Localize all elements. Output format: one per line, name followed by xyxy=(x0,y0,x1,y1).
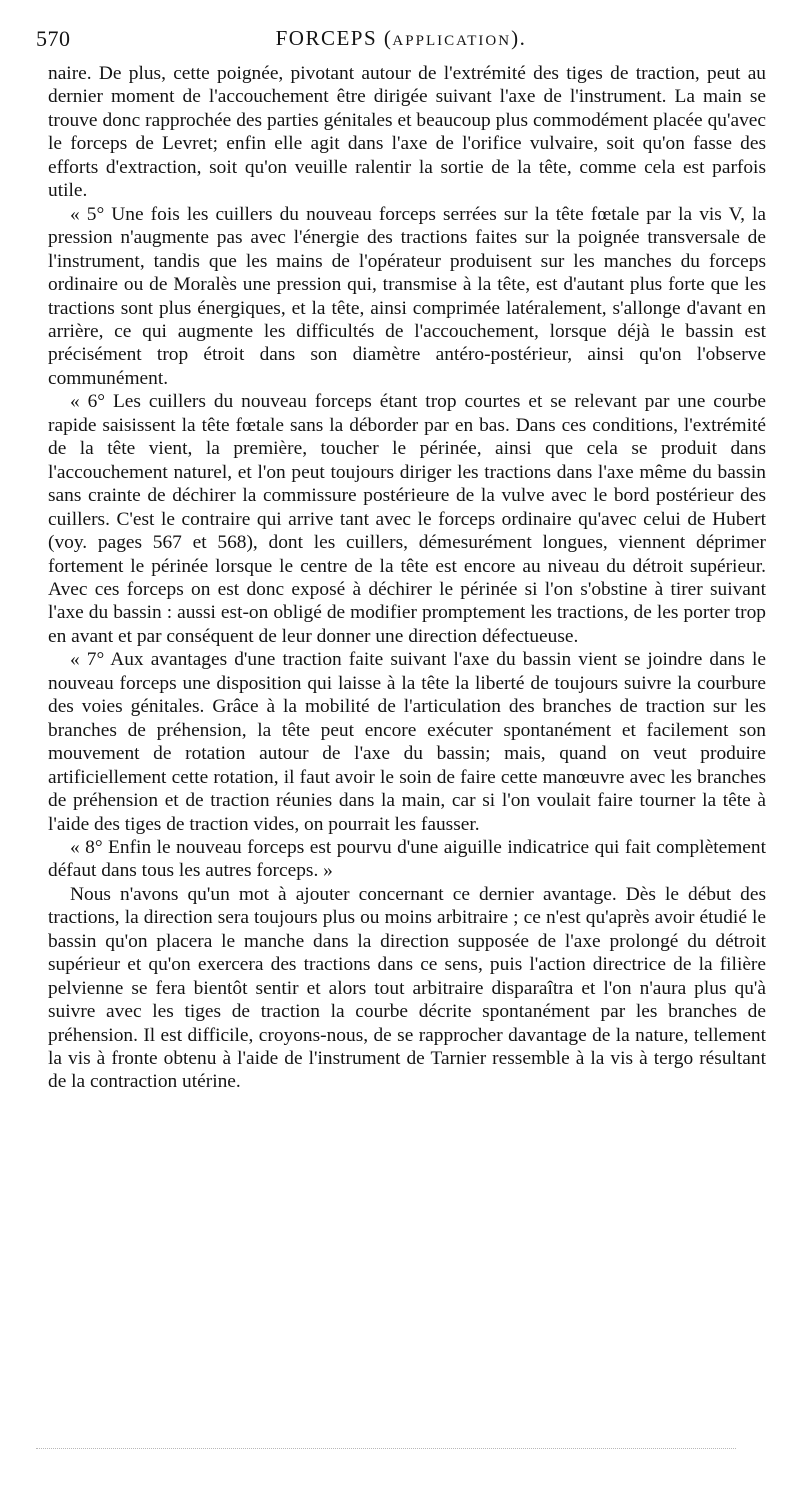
running-title-subtitle: APPLICATION xyxy=(392,33,512,49)
paragraph-commentary: Nous n'avons qu'un mot à ajouter concernant ce dernier avantage. Dès le début des tractions, la direction sera toujours plus ou moins arbitraire ; ce n'est qu'après avoir étudié le bassin qu'on placera le manche dans la direction supposée de l'axe prolongé du détroit supérieur et qu'on exercera des tractions dans ce sens, puis l'action directrice de la filière pelvienne se fera bientôt sentir et alors tout arbitraire disparaîtra et l'on n'aura plus qu'à suivre avec les tiges de traction la courbe décrite spontanément par les branches de préhension. Il est difficile, croyons-nous, de se rapprocher davantage de la nature, tellement la vis à fronte obtenu à l'aide de l'instrument de Tarnier ressemble à la vis à tergo résultant de la contraction utérine. xyxy=(48,883,766,1093)
running-title-close: ). xyxy=(511,26,527,50)
footer-bleedthrough-line xyxy=(36,1448,736,1449)
paragraph-point-7: « 7° Aux avantages d'une traction faite suivant l'axe du bassin vient se joindre dans le nouveau forceps une disposition qui laisse à la tête la liberté de toujours suivre la courbure des voies génitales. Grâce à la mobilité de l'articulation des branches de traction sur les branches de préhension, la tête peut encore exécuter spontanément et facilement son mouvement de rotation autour de l'axe du bassin; mais, quand on veut produire artificiellement cette rotation, il faut avoir le soin de faire cette manœuvre avec les branches de préhension et de traction réunies dans la main, car si l'on voulait faire tourner la tête à l'aide des tiges de traction vides, on pourrait les fausser. xyxy=(48,649,766,835)
paragraph-point-6: « 6° Les cuillers du nouveau forceps étant trop courtes et se relevant par une courbe rapide saisissent la tête fœtale sans la déborder par en bas. Dans ces conditions, l'extrémité de la tête vient, la première, toucher le périnée, ainsi que cela se produit dans l'accouchement naturel, et l'on peut toujours diriger les tractions dans l'axe même du bassin sans crainte de déchirer la commissure postérieure de la vulve avec le bord postérieur des cuillers. C'est le contraire qui arrive tant avec le forceps ordinaire qu'avec celui de Hubert (voy. pages 567 et 568), dont les cuillers, démesurément longues, viennent déprimer fortement le périnée lorsque le centre de la tête est encore au niveau du détroit supérieur. Avec ces forceps on est donc exposé à déchirer le périnée si l'on s'obstine à tirer suivant l'axe du bassin : aussi est-on obligé de modifier promptement les tractions, de les porter trop en avant et par conséquent de leur donner une direction défectueuse. xyxy=(48,391,766,647)
page-number: 570 xyxy=(36,26,71,51)
page-header xyxy=(36,26,766,56)
running-title xyxy=(36,26,766,51)
paragraph-continuation: naire. De plus, cette poignée, pivotant autour de l'extrémité des tiges de traction, peut au dernier moment de l'accouchement être dirigée suivant l'axe de l'instrument. La main se trouve donc rapprochée des parties génitales et beaucoup plus commodément placée qu'avec le forceps de Levret; enfin elle agit dans l'axe de l'orifice vulvaire, soit qu'on fasse des efforts d'extraction, soit qu'on veuille ralentir la sortie de la tête, comme cela est parfois utile. xyxy=(48,63,766,202)
body-text xyxy=(48,62,766,1094)
paragraph-point-5: « 5° Une fois les cuillers du nouveau forceps serrées sur la tête fœtale par la vis V, la pression n'augmente pas avec l'énergie des tractions faites sur la poignée transversale de l'instrument, tandis que les mains de l'opérateur produisent sur les manches du forceps ordinaire ou de Moralès une pression qui, transmise à la tête, est d'autant plus forte que les tractions sont plus énergiques, et la tête, ainsi comprimée latéralement, s'allonge d'avant en arrière, ce qui augmente les difficultés de l'accouchement, lorsque déjà le bassin est précisément trop étroit dans son diamètre antéro-postérieur, ainsi qu'on l'observe communément. xyxy=(48,203,766,389)
paragraph-point-8: « 8° Enfin le nouveau forceps est pourvu d'une aiguille indicatrice qui fait complètement défaut dans tous les autres forceps. » xyxy=(48,836,766,882)
running-title-main: FORCEPS ( xyxy=(275,26,393,50)
